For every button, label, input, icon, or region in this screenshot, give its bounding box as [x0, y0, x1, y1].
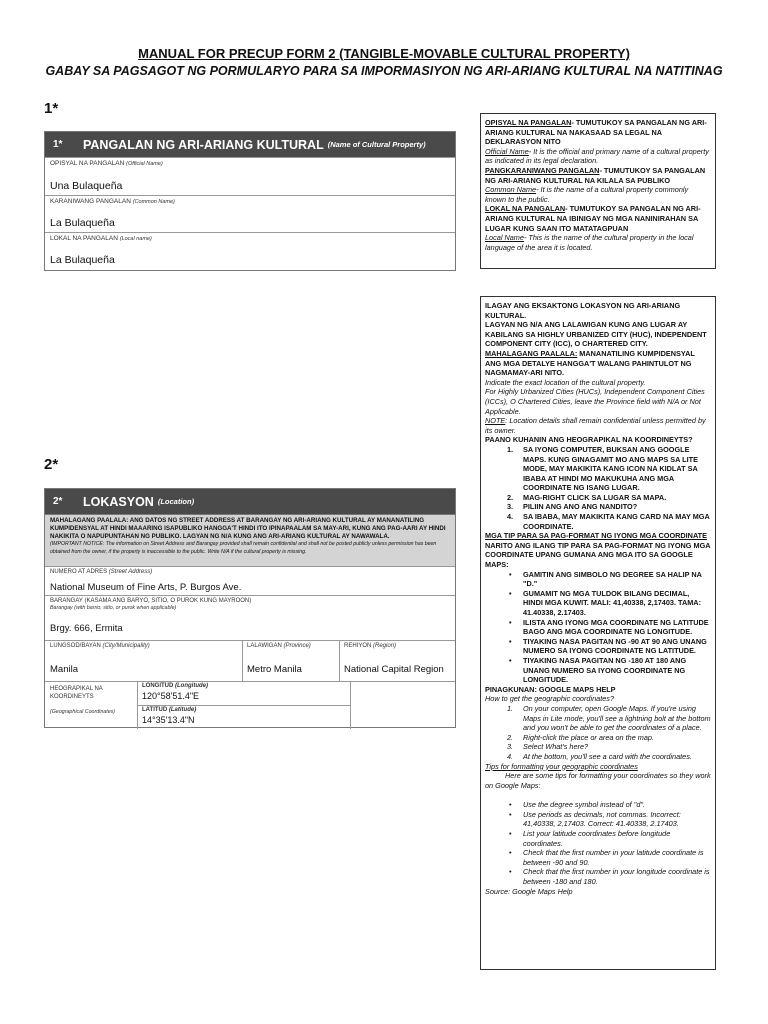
- tip-text: Check that the first number in your latitude coordinate is between -90 and 90.: [523, 848, 704, 867]
- steps-list-tl: [485, 445, 711, 531]
- list-item: [485, 493, 711, 503]
- tips-heading-en: Tips for formatting your geographic coordinates: [485, 761, 638, 771]
- local-name-en-desc: - This is the name of the cultural property in the local language of the area it is located.: [485, 233, 694, 252]
- geo-label: HEOGRAPIKAL NA KOORDINEYTS: [50, 686, 103, 700]
- list-item: [485, 445, 711, 493]
- list-item: [485, 589, 711, 618]
- region-label-en: (Region): [373, 643, 397, 649]
- confidentiality-notice: [45, 514, 455, 566]
- bullet-icon: •: [509, 655, 512, 665]
- coordinates-row: [45, 681, 455, 729]
- bullet-icon: •: [509, 829, 512, 839]
- official-name-label: OPISYAL NA PANGALAN: [50, 160, 125, 167]
- list-item: [485, 810, 711, 829]
- step-text: PILIIN ANG ANO ANG NANDITO?: [523, 502, 638, 512]
- step-number: 1.: [507, 444, 514, 454]
- common-name-heading: PANGKARANIWANG PANGALAN: [485, 165, 600, 175]
- section-2-header: [45, 489, 455, 514]
- location-instruction-1: ILAGAY ANG EKSAKTONG LOKASYON NG ARI-ARIANG KULTURAL.: [485, 301, 681, 320]
- tip-text: ILISTA ANG IYONG MGA COORDINATE NG LATITUDE BAGO ANG MGA COORDINATE NG LONGITUDE.: [523, 617, 709, 637]
- section-2-marker: 2*: [44, 456, 59, 473]
- province-label: LALAWIGAN: [247, 643, 282, 649]
- street-address-label: NUMERO AT ADRES: [50, 569, 108, 575]
- section-1-number: 1*: [53, 139, 63, 150]
- location-form-section: [44, 488, 456, 728]
- local-name-label: LOKAL NA PANGALAN: [50, 235, 118, 242]
- section-2-label: LOKASYON: [83, 494, 154, 509]
- bullet-icon: •: [509, 800, 512, 810]
- document-subtitle: GABAY SA PAGSAGOT NG PORMULARYO PARA SA IMPORMASIYON NG ARI-ARIANG KULTURAL NA NATITINAG: [45, 64, 723, 78]
- latitude-value: 14°35'13.4"N: [142, 715, 195, 725]
- section-2-sublabel: (Location): [157, 497, 195, 506]
- tip-text: GUMAMIT NG MGA TULDOK BILANG DECIMAL, HINDI MGA KUWIT. MALI: 41,40338, 2,17403. TAMA: 41.40338, 2.17403.: [523, 588, 701, 617]
- barangay-label: BARANGAY (KASAMA ANG BARYO, SITIO, O PUROK KUNG MAYROON): [50, 598, 252, 604]
- list-item: [485, 618, 711, 637]
- step-text: On your computer, open Google Maps. If you're using Maps in Lite mode, you'll see a lightning bolt at the bottom and you won't be able to get the coordinates of a place.: [523, 703, 711, 733]
- local-name-label-en: (Local name): [119, 236, 152, 242]
- source-en: Source: Google Maps Help: [485, 886, 573, 896]
- name-instructions-box: [480, 113, 716, 269]
- tips-intro-en: Here are some tips for formatting your coordinates so they work on Google Maps:: [485, 771, 711, 790]
- section-1-header: [45, 132, 455, 157]
- local-name-field: [45, 232, 455, 269]
- common-name-label: KARANIWANG PANGALAN: [50, 198, 131, 205]
- bullet-icon: •: [509, 809, 512, 819]
- list-item: [485, 502, 711, 512]
- bullet-icon: •: [509, 867, 512, 877]
- official-name-label-en: (Official Name): [126, 161, 163, 167]
- common-name-field: [45, 195, 455, 232]
- column-divider: [350, 682, 351, 729]
- step-text: MAG-RIGHT CLICK SA LUGAR SA MAPA.: [523, 492, 667, 502]
- step-text: Right-click the place or area on the map.: [523, 732, 655, 742]
- list-item: [485, 829, 711, 848]
- section-1-sublabel: (Name of Cultural Property): [327, 140, 426, 149]
- step-number: 3.: [507, 502, 514, 512]
- city-province-region-row: [45, 640, 455, 681]
- section-1-label: PANGALAN NG ARI-ARIANG KULTURAL: [83, 137, 324, 152]
- longitude-label: LONGITUD: [142, 683, 174, 689]
- local-name-desc: - TUMUTUKOY SA PANGALAN NG ARI-ARIANG KULTURAL NA IBINIGAY NG MGA NANINIRAHAN SA LUGAR KUNG SAAN ITO MATATAGPUAN: [485, 204, 701, 233]
- official-name-en-desc: - It is the official and primary name of a cultural property as indicated in its legal declaration.: [485, 146, 709, 166]
- column-divider: [339, 641, 340, 681]
- note-text: : Location details shall remain confidential unless permitted by its owner.: [485, 416, 706, 435]
- tips-list-tl: [485, 570, 711, 685]
- location-notice-heading: MAHALAGANG PAALALA:: [485, 348, 578, 358]
- official-name-value: Una Bulaqueña: [50, 180, 123, 192]
- city-label: LUNGSOD/BAYAN: [50, 643, 101, 649]
- bullet-icon: •: [509, 636, 512, 646]
- location-instructions-box: [480, 296, 716, 970]
- list-item: [485, 704, 711, 733]
- province-label-en: (Province): [283, 643, 311, 649]
- barangay-value: Brgy. 666, Ermita: [50, 623, 123, 634]
- longitude-value: 120°58'51.4"E: [142, 691, 200, 701]
- list-item: [485, 637, 711, 656]
- tip-text: Use the degree symbol instead of "d".: [523, 800, 645, 810]
- column-divider: [242, 641, 243, 681]
- tips-intro-tl: NARITO ANG ILANG TIP PARA SA PAG-FORMAT NG IYONG MGA COORDINATE UPANG GUMANA ANG MGA ITO SA GOOGLE MAPS:: [485, 540, 711, 570]
- step-number: 2.: [507, 492, 514, 502]
- step-text: SA IYONG COMPUTER, BUKSAN ANG GOOGLE MAPS. KUNG GINAGAMIT MO ANG MAPS SA LITE MODE, MAY MAKIKITA KANG ICON NA KIDLAT SA IBABA AT HINDI MO MAKUKUHA ANG MGA COORDINATE NG ISANG LUGAR.: [523, 444, 698, 493]
- region-value: National Capital Region: [344, 664, 444, 675]
- official-name-field: [45, 157, 455, 195]
- geo-label-en: (Geographical Coordinates): [50, 709, 116, 715]
- list-item: [485, 800, 711, 810]
- barangay-label-en: Barangay (with barrio, sitio, or purok when applicable): [50, 605, 177, 611]
- common-name-value: La Bulaqueña: [50, 217, 115, 229]
- official-name-en-label: Official Name: [485, 146, 529, 156]
- common-name-en-label: Common Name: [485, 185, 537, 195]
- bullet-icon: •: [509, 569, 512, 579]
- source-tl: PINAGKUNAN: GOOGLE MAPS HELP: [485, 684, 616, 694]
- official-name-heading: OPISYAL NA PANGALAN: [485, 118, 572, 127]
- tip-text: GAMITIN ANG SIMBOLO NG DEGREE SA HALIP NA "D.": [523, 569, 702, 589]
- location-notice-text: MANANATILING KUMPIDENSYAL ANG MGA DETALYE HANGGA'T WALANG PAHINTULOT NG NAGMAMAY-ARI NITO.: [485, 348, 695, 378]
- note-label: NOTE: [485, 416, 506, 426]
- common-name-label-en: (Common Name): [132, 199, 175, 205]
- how-to-heading-en: How to get the geographic coordinates?: [485, 694, 614, 704]
- latitude-label-en: (Latitude): [168, 707, 197, 713]
- tip-text: TIYAKING NASA PAGITAN NG -90 AT 90 ANG UNANG NUMERO SA IYONG COORDINATE NG LATITUDE.: [523, 636, 707, 656]
- bullet-icon: •: [509, 848, 512, 858]
- location-instruction-en-1: Indicate the exact location of the cultural property.: [485, 377, 646, 387]
- street-address-field: [45, 566, 455, 595]
- city-label-en: (City/Municipality): [102, 643, 150, 649]
- list-item: [485, 570, 711, 589]
- city-value: Manila: [50, 664, 78, 675]
- common-name-en-desc: - It is the name of a cultural property commonly known to the public.: [485, 185, 689, 204]
- step-text: At the bottom, you'll see a card with the coordinates.: [523, 751, 692, 761]
- step-text: Select What's here?: [523, 742, 589, 752]
- step-number: 4.: [507, 751, 514, 761]
- location-instruction-en-2: For Highly Urbanized Cities (HUCs), Independent Component Cities (ICCs), O Chartered Cities, leave the Province field with N/A or Not Applicable.: [485, 387, 705, 416]
- list-item: [485, 512, 711, 531]
- steps-list-en: [485, 704, 711, 762]
- step-number: 3.: [507, 742, 514, 752]
- list-item: [485, 867, 711, 886]
- row-divider: [137, 705, 350, 706]
- local-name-en-label: Local Name: [485, 233, 524, 243]
- tip-text: List your latitude coordinates before longitude coordinates.: [523, 829, 671, 848]
- tip-text: Check that the first number in your longitude coordinate is between -180 and 180.: [523, 867, 710, 887]
- step-number: 4.: [507, 512, 514, 522]
- list-item: [485, 752, 711, 762]
- step-number: 2.: [507, 732, 514, 742]
- common-name-desc: - TUMUTUKOY SA PANGALAN NG ARI-ARIANG KULTURAL NA KILALA SA PUBLIKO: [485, 165, 706, 185]
- notice-text-en: (IMPORTANT NOTICE: The information on Street Address and Barangay provided shall remain confidential and shall not be posted publicly unless permission has been obtained from the owner, if the property is inaccessible to the public. Write N/A if the cultural property is missing.: [50, 541, 437, 556]
- region-label: REHIYON: [344, 643, 372, 649]
- name-form-section: [44, 131, 456, 271]
- tips-list-en: [485, 800, 711, 886]
- barangay-field: [45, 595, 455, 640]
- notice-text-tl: MAHALAGANG PAALALA: ANG DATOS NG STREET ADDRESS AT BARANGAY NG ARI-ARIANG KULTURAL AY MANANATILING KUMPIDENSYAL AT HINDI MAAARING ISAPUBLIKO HANGGA'T HINDI ITO IPINAPAALAM SA MAY-ARI, KUNG ANG PAG-AARI AY HINDI NAKIKITA O NAPUPUNTAHAN NG PUBLIKO. LAGYAN NG N/A KUNG ANG ARI-ARIANG KULTURAL AY NAWAWALA.: [50, 517, 446, 540]
- bullet-icon: •: [509, 617, 512, 627]
- longitude-label-en: (Longitude): [175, 683, 209, 689]
- street-address-label-en: (Street Address): [108, 569, 153, 575]
- local-name-value: La Bulaqueña: [50, 254, 115, 266]
- step-text: SA IBABA, MAY MAKIKITA KANG CARD NA MAY MGA COORDINATE.: [523, 512, 710, 531]
- step-number: 1.: [507, 703, 514, 713]
- official-name-desc: - TUMUTUKOY SA PANGALAN NG ARI-ARIANG KULTURAL NA NAKASAAD SA LEGAL NA DEKLARASYON NITO: [485, 118, 707, 147]
- tip-text: TIYAKING NASA PAGITAN NG -180 AT 180 ANG UNANG NUMERO SA IYONG COORDINATE NG LONGITUDE.: [523, 655, 687, 685]
- bullet-icon: •: [509, 588, 512, 598]
- latitude-label: LATITUD: [142, 707, 168, 713]
- section-2-number: 2*: [53, 496, 63, 507]
- province-value: Metro Manila: [247, 664, 302, 675]
- list-item: [485, 742, 711, 752]
- document-title: MANUAL FOR PRECUP FORM 2 (TANGIBLE-MOVABLE CULTURAL PROPERTY): [138, 46, 630, 61]
- list-item: [485, 733, 711, 743]
- how-to-heading-tl: PAANO KUHANIN ANG HEOGRAPIKAL NA KOORDINEYTS?: [485, 435, 693, 445]
- list-item: [485, 656, 711, 685]
- local-name-heading: LOKAL NA PANGALAN: [485, 204, 566, 214]
- street-address-value: National Museum of Fine Arts, P. Burgos Ave.: [50, 582, 242, 593]
- section-1-marker: 1*: [44, 100, 59, 117]
- tips-heading-tl: MGA TIP PARA SA PAG-FORMAT NG IYONG MGA COORDINATE: [485, 531, 708, 541]
- list-item: [485, 848, 711, 867]
- tip-text: Use periods as decimals, not commas. Incorrect: 41,40338, 2,17403. Correct: 41.40338, 2.17403.: [523, 809, 681, 829]
- location-instruction-2: LAGYAN NG N/A ANG LALAWIGAN KUNG ANG LUGAR AY KABILANG SA HIGHLY URBANIZED CITY (HUC), INDEPENDENT COMPONENT CITY (ICC), O CHARTERED CITY.: [485, 320, 707, 349]
